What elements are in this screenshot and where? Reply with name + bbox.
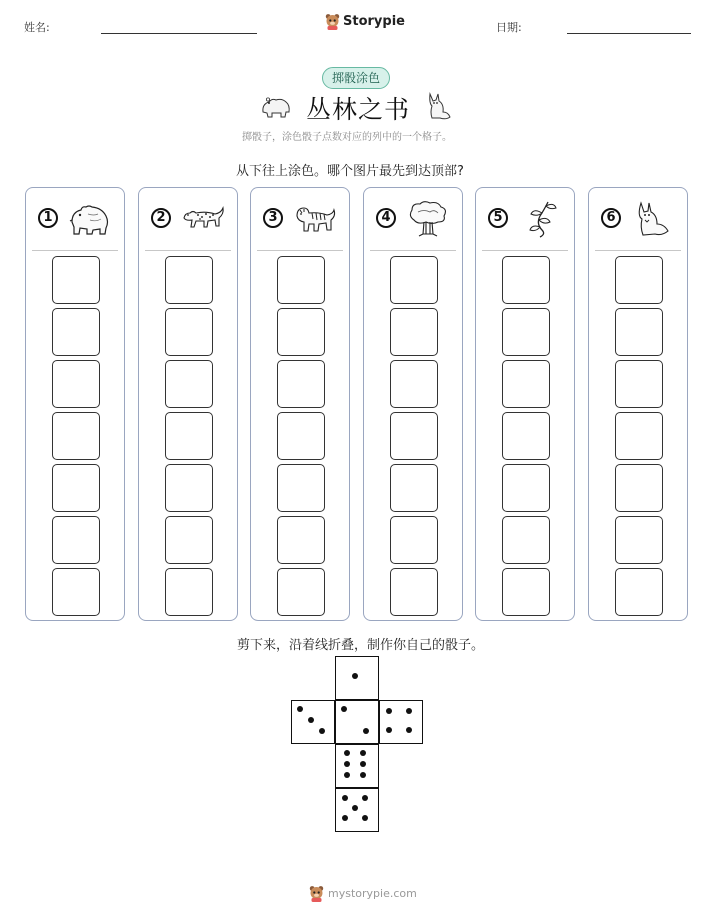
brand-logo bbox=[325, 13, 405, 30]
pip bbox=[344, 750, 350, 756]
pip bbox=[344, 761, 350, 767]
color-cell[interactable] bbox=[390, 256, 438, 304]
arctic-fox-icon bbox=[424, 90, 452, 122]
pip bbox=[360, 750, 366, 756]
color-cell[interactable] bbox=[615, 568, 663, 616]
column-divider bbox=[32, 250, 118, 251]
pip bbox=[342, 795, 348, 801]
date-line bbox=[567, 33, 691, 34]
column-number: 5 bbox=[488, 208, 508, 228]
color-cell[interactable] bbox=[165, 412, 213, 460]
storypie-mascot-icon bbox=[325, 13, 340, 30]
color-cell[interactable] bbox=[52, 464, 100, 512]
color-cell[interactable] bbox=[390, 516, 438, 564]
column-number: 1 bbox=[38, 208, 58, 228]
subtitle: 掷骰子，涂色骰子点数对应的列中的一个格子。 bbox=[242, 132, 452, 143]
color-cell[interactable] bbox=[277, 464, 325, 512]
color-cell[interactable] bbox=[277, 256, 325, 304]
color-cell[interactable] bbox=[277, 412, 325, 460]
storypie-mascot-icon bbox=[309, 885, 324, 902]
footer-url[interactable]: mystorypie.com bbox=[328, 887, 417, 900]
column-header bbox=[589, 188, 687, 250]
bear-icon bbox=[68, 200, 112, 238]
pip bbox=[386, 708, 392, 714]
footer bbox=[309, 885, 417, 902]
pip bbox=[406, 708, 412, 714]
die-face-two bbox=[335, 700, 379, 744]
date-label: 日期: bbox=[496, 21, 522, 34]
color-cell[interactable] bbox=[502, 516, 550, 564]
die-face-one bbox=[335, 656, 379, 700]
pip bbox=[352, 805, 358, 811]
column-number: 3 bbox=[263, 208, 283, 228]
color-cell[interactable] bbox=[502, 256, 550, 304]
activity-badge: 掷骰涂色 bbox=[322, 67, 390, 89]
color-cell[interactable] bbox=[502, 464, 550, 512]
color-cell[interactable] bbox=[165, 516, 213, 564]
color-cell[interactable] bbox=[615, 256, 663, 304]
wolf-icon bbox=[631, 200, 675, 238]
pip bbox=[308, 717, 314, 723]
column-header bbox=[139, 188, 237, 250]
color-cell[interactable] bbox=[165, 256, 213, 304]
column-divider bbox=[145, 250, 231, 251]
color-cell[interactable] bbox=[165, 568, 213, 616]
column-number: 6 bbox=[601, 208, 621, 228]
leopard-icon bbox=[181, 200, 225, 238]
name-line bbox=[101, 33, 257, 34]
color-cell[interactable] bbox=[390, 308, 438, 356]
pip bbox=[344, 772, 350, 778]
color-cell[interactable] bbox=[277, 516, 325, 564]
color-cell[interactable] bbox=[502, 360, 550, 408]
instruction-text: 从下往上涂色。哪个图片最先到达顶部? bbox=[236, 164, 464, 179]
column-divider bbox=[370, 250, 456, 251]
color-cell[interactable] bbox=[390, 464, 438, 512]
column-divider bbox=[257, 250, 343, 251]
color-cell[interactable] bbox=[615, 412, 663, 460]
color-cell[interactable] bbox=[277, 308, 325, 356]
column-5 bbox=[475, 187, 575, 621]
die-face-six bbox=[335, 744, 379, 788]
column-6 bbox=[588, 187, 688, 621]
name-label: 姓名: bbox=[24, 21, 50, 34]
pip bbox=[360, 761, 366, 767]
die-face-four bbox=[379, 700, 423, 744]
color-cell[interactable] bbox=[615, 516, 663, 564]
color-cell[interactable] bbox=[615, 308, 663, 356]
column-3 bbox=[250, 187, 350, 621]
color-cell[interactable] bbox=[390, 568, 438, 616]
pip bbox=[362, 815, 368, 821]
pip bbox=[352, 673, 358, 679]
column-4 bbox=[363, 187, 463, 621]
color-cell[interactable] bbox=[502, 412, 550, 460]
pip bbox=[297, 706, 303, 712]
die-face-three bbox=[291, 700, 335, 744]
color-cell[interactable] bbox=[277, 360, 325, 408]
column-number: 2 bbox=[151, 208, 171, 228]
page-title: 丛林之书 bbox=[306, 95, 411, 124]
column-1 bbox=[25, 187, 125, 621]
color-cell[interactable] bbox=[615, 464, 663, 512]
column-divider bbox=[482, 250, 568, 251]
cut-instruction: 剪下来，沿着线折叠，制作你自己的骰子。 bbox=[237, 638, 485, 653]
color-cell[interactable] bbox=[52, 516, 100, 564]
pip bbox=[362, 795, 368, 801]
pip bbox=[360, 772, 366, 778]
column-header bbox=[364, 188, 462, 250]
pip bbox=[342, 815, 348, 821]
color-cell[interactable] bbox=[390, 412, 438, 460]
color-cell[interactable] bbox=[277, 568, 325, 616]
brand-name: Storypie bbox=[343, 14, 405, 29]
tree-icon bbox=[406, 200, 450, 238]
color-cell[interactable] bbox=[502, 308, 550, 356]
column-header bbox=[26, 188, 124, 250]
pip bbox=[363, 728, 369, 734]
pip bbox=[319, 728, 325, 734]
column-divider bbox=[595, 250, 681, 251]
vine-icon bbox=[518, 200, 562, 238]
pip bbox=[341, 706, 347, 712]
color-cell[interactable] bbox=[165, 360, 213, 408]
die-face-five bbox=[335, 788, 379, 832]
color-cell[interactable] bbox=[165, 308, 213, 356]
color-cell[interactable] bbox=[52, 308, 100, 356]
color-cell[interactable] bbox=[502, 568, 550, 616]
column-number: 4 bbox=[376, 208, 396, 228]
color-cell[interactable] bbox=[615, 360, 663, 408]
column-header bbox=[476, 188, 574, 250]
pip bbox=[386, 727, 392, 733]
pip bbox=[406, 727, 412, 733]
color-cell[interactable] bbox=[390, 360, 438, 408]
color-cell[interactable] bbox=[52, 412, 100, 460]
color-cell[interactable] bbox=[165, 464, 213, 512]
tiger-icon bbox=[293, 200, 337, 238]
color-cell[interactable] bbox=[52, 256, 100, 304]
polar-bear-icon bbox=[260, 92, 292, 120]
column-header bbox=[251, 188, 349, 250]
color-cell[interactable] bbox=[52, 360, 100, 408]
color-cell[interactable] bbox=[52, 568, 100, 616]
column-2 bbox=[138, 187, 238, 621]
